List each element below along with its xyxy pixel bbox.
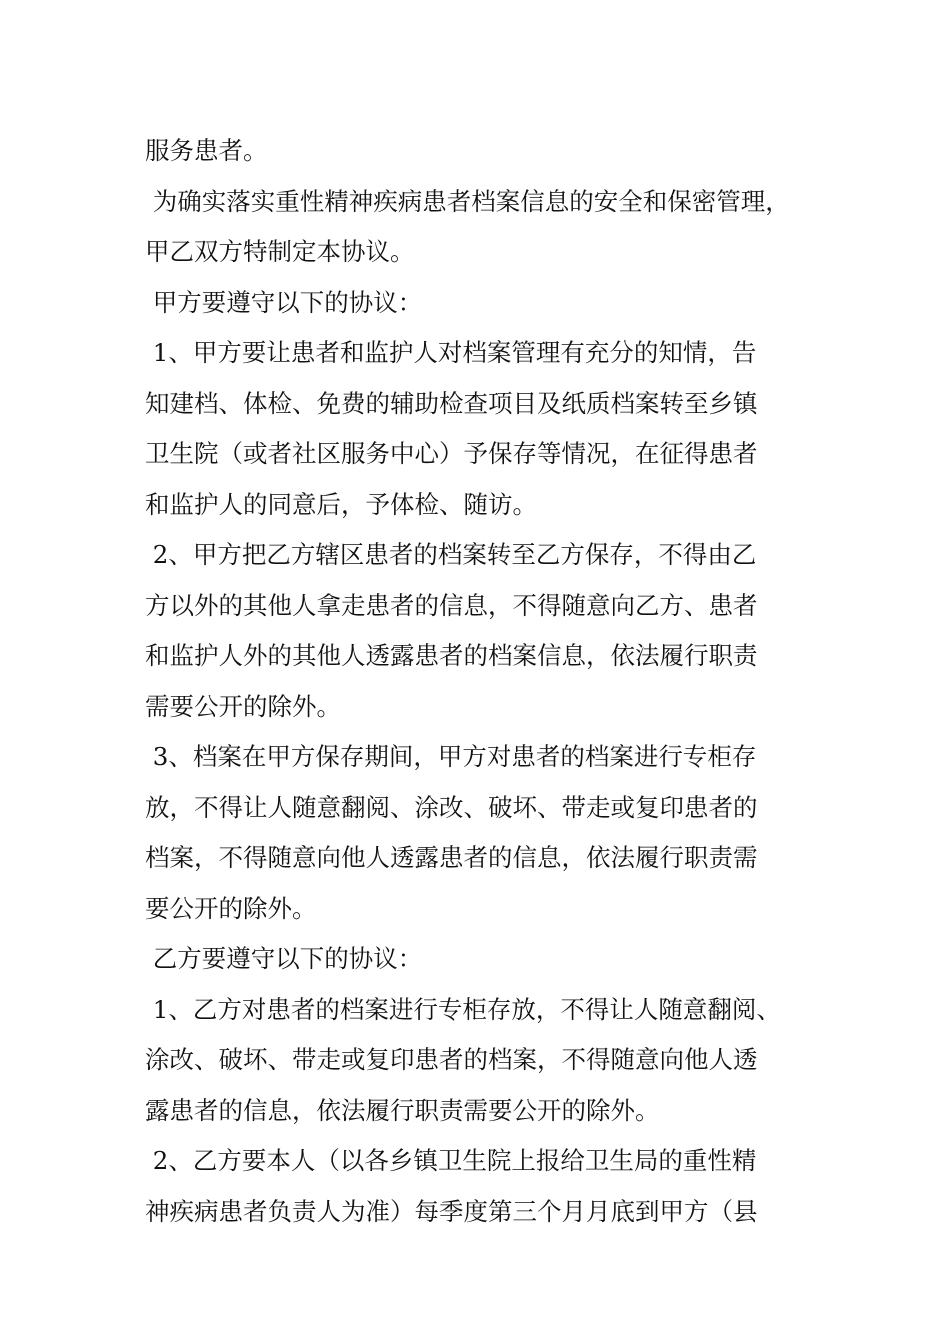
text-line: 神疾病患者负责人为准）每季度第三个月月底到甲方（县 <box>145 1196 758 1226</box>
section-heading-party-b: 乙方要遵守以下的协议： <box>145 944 423 973</box>
text-line: 露患者的信息，依法履行职责需要公开的除外。 <box>145 1095 660 1125</box>
agreement-body-text <box>145 126 835 1237</box>
text-line: 为确实落实重性精神疾病患者档案信息的安全和保密管理， <box>145 186 790 216</box>
text-line: 涂改、破坏、带走或复印患者的档案，不得随意向他人透 <box>145 1045 758 1074</box>
text-line: 档案，不得随意向他人透露患者的信息，依法履行职责需 <box>145 843 758 872</box>
text-line: 甲乙双方特制定本协议。 <box>145 237 415 266</box>
text-line: 1、乙方对患者的档案进行专柜存放，不得让人随意翻阅、 <box>145 994 781 1024</box>
text-line: 需要公开的除外。 <box>145 691 341 721</box>
section-heading-party-a: 甲方要遵守以下的协议： <box>145 287 423 317</box>
text-line: 方以外的其他人拿走患者的信息，不得随意向乙方、患者 <box>145 590 758 620</box>
text-line: 卫生院（或者社区服务中心）予保存等情况，在征得患者 <box>145 439 758 468</box>
text-line: 服务患者。 <box>145 136 268 165</box>
text-line: 放，不得让人随意翻阅、涂改、破坏、带走或复印患者的 <box>145 792 758 822</box>
text-line: 3、档案在甲方保存期间，甲方对患者的档案进行专柜存 <box>145 742 757 771</box>
text-line: 1、甲方要让患者和监护人对档案管理有充分的知情，告 <box>145 338 757 367</box>
text-line: 和监护人的同意后，予体检、随访。 <box>145 489 537 519</box>
text-line: 2、甲方把乙方辖区患者的档案转至乙方保存，不得由乙 <box>145 540 757 569</box>
text-line: 知建档、体检、免费的辅助检查项目及纸质档案转至乡镇 <box>145 388 758 418</box>
text-line: 2、乙方要本人（以各乡镇卫生院上报给卫生局的重性精 <box>145 1146 757 1175</box>
text-line: 和监护人外的其他人透露患者的档案信息，依法履行职责 <box>145 641 758 670</box>
text-line: 要公开的除外。 <box>145 893 317 923</box>
